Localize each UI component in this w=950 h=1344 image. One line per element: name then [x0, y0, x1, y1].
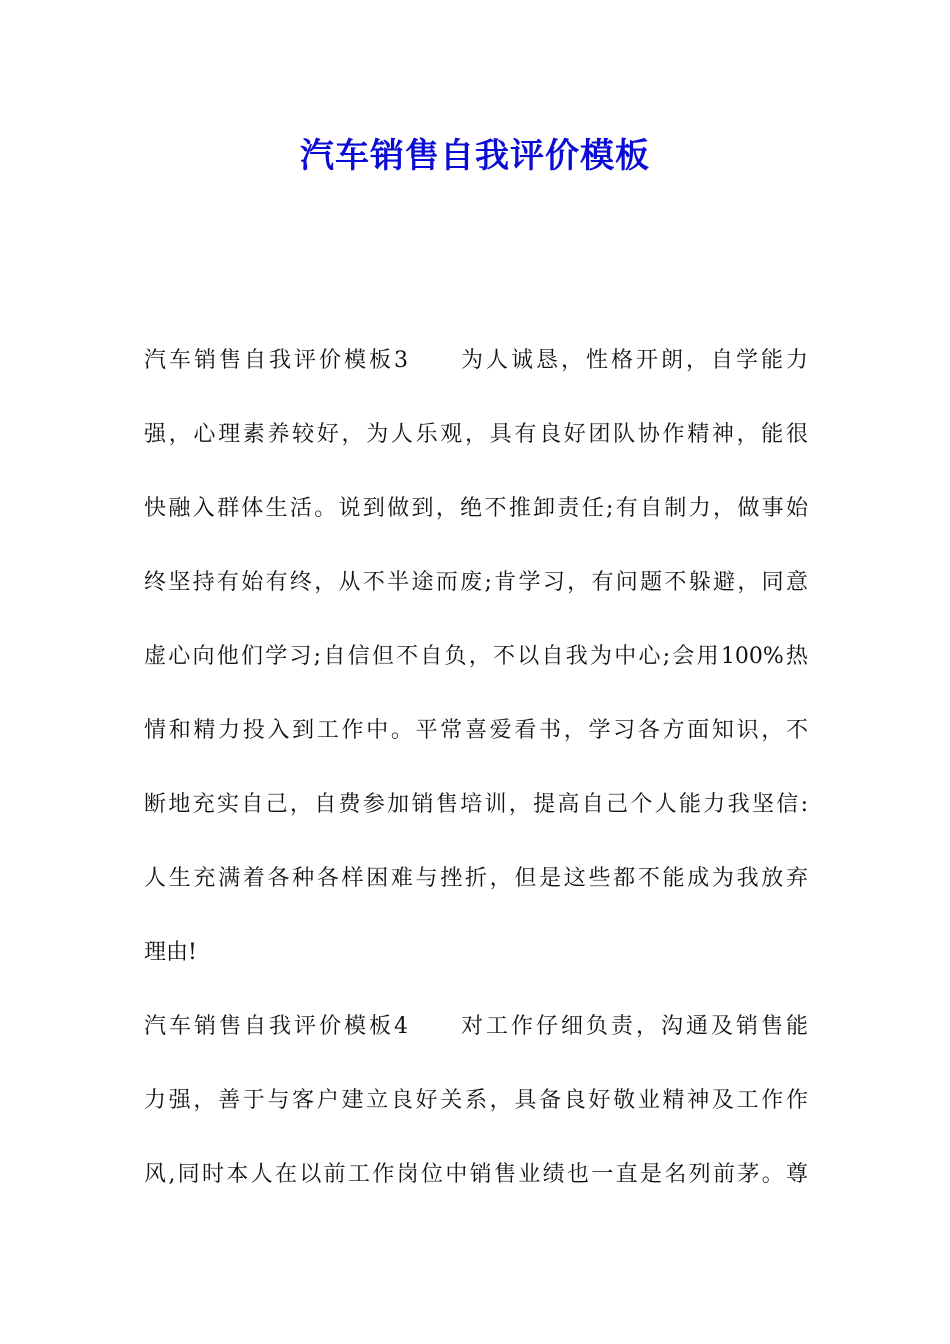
paragraph-template-4	[144, 990, 808, 1212]
paragraph-line: 终坚持有始有终，从不半途而废;肯学习，有问题不躲避，同意	[144, 570, 808, 595]
paragraph-line: 汽车销售自我评价模板3 为人诚恳，性格开朗，自学能力	[144, 348, 808, 373]
paragraph-line: 人生充满着各种各样困难与挫折，但是这些都不能成为我放弃	[144, 866, 808, 891]
paragraph-line: 快融入群体生活。说到做到，绝不推卸责任;有自制力，做事始	[144, 496, 808, 521]
paragraph-line: 断地充实自己，自费参加销售培训，提高自己个人能力我坚信:	[144, 792, 808, 817]
paragraph-line: 强，心理素养较好，为人乐观，具有良好团队协作精神，能很	[144, 422, 808, 447]
paragraph-line: 汽车销售自我评价模板4 对工作仔细负责，沟通及销售能	[144, 1014, 808, 1039]
paragraph-template-3	[144, 324, 808, 990]
paragraph-line: 理由!	[144, 940, 197, 965]
document-title: 汽车销售自我评价模板	[300, 136, 650, 176]
paragraph-line: 虚心向他们学习;自信但不自负，不以自我为中心;会用100%热	[144, 644, 808, 669]
paragraph-line: 风,同时本人在以前工作岗位中销售业绩也一直是名列前茅。尊	[144, 1162, 808, 1187]
paragraph-line: 情和精力投入到工作中。平常喜爱看书，学习各方面知识，不	[144, 718, 808, 743]
paragraph-line: 力强，善于与客户建立良好关系，具备良好敬业精神及工作作	[144, 1088, 808, 1113]
